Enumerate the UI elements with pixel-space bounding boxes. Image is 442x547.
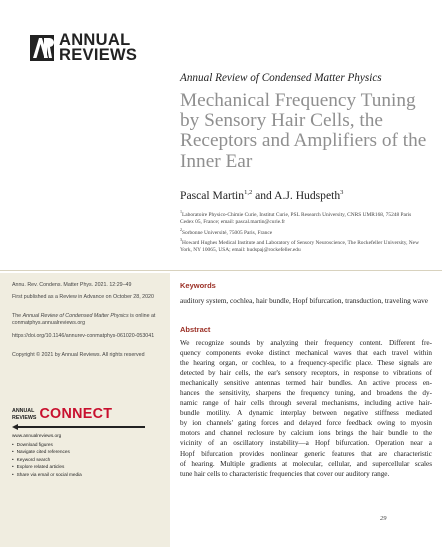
author-affiliation-mark: 1,2	[244, 189, 253, 197]
affiliation-mark: 1	[180, 209, 182, 214]
copyright: Copyright © 2021 by Annual Reviews. All rights reserved	[12, 352, 145, 358]
online-note-journal: Annual Review of Condensed Matter Physics	[22, 313, 129, 319]
authors	[180, 189, 343, 202]
abstract-line: the hearing organ, or cochlea, to a frequency-specific place. These signals are	[180, 359, 432, 368]
connect-feature-item: • Download figures	[12, 441, 152, 448]
keywords: auditory system, cochlea, hair bundle, Hopf bifurcation, transduction, traveling wave	[180, 296, 429, 305]
connect-feature-item: • Share via email or social media	[12, 471, 152, 478]
affiliation-text: Howard Hughes Medical Institute and Laboratory of Sensory Neuroscience, The Rockefeller University, New York, NY 10065, USA; email: hudspaj@rockefeller.edu	[180, 239, 419, 254]
abstract-line: detected by hair cells, the ear's sensory receptors, in response to vibrations of	[180, 369, 432, 378]
affiliation	[180, 236, 420, 255]
connect-arrow-bar	[17, 426, 145, 428]
affiliation-mark: 3	[180, 237, 182, 242]
abstract-line: We recognize sounds by analyzing their frequency content. Different fre-	[180, 339, 432, 347]
connect-features-list	[12, 441, 152, 478]
connect-arrow-icon	[12, 424, 152, 431]
connect-logo-word: CONNECT	[39, 406, 113, 422]
citation-reference: Annu. Rev. Condens. Matter Phys. 2021. 12:29–49	[12, 282, 132, 288]
abstract-line: hances the sensitivity, sharpens the frequency tuning, and broadens the dy-	[180, 389, 432, 398]
abstract-heading: Abstract	[180, 325, 211, 334]
journal-name: Annual Review of Condensed Matter Physics	[180, 72, 382, 84]
annual-reviews-logo[interactable]	[30, 33, 137, 63]
author-affiliation-mark: 3	[340, 189, 344, 197]
connect-logo	[12, 408, 152, 421]
logo-line-1: ANNUAL	[59, 31, 131, 49]
abstract-line: of hearing. Multiple gradients at molecular, cellular, and supercellular scales	[180, 459, 432, 468]
article-title: Mechanical Frequency Tuning by Sensory Hair Cells, the Receptors and Amplifiers of the Inner Ear	[180, 90, 427, 172]
affiliation	[180, 208, 420, 227]
connect-logo-small	[12, 408, 36, 421]
connect-logo-line-1: ANNUAL	[12, 408, 35, 415]
connect-url[interactable]: www.annualreviews.org	[12, 433, 62, 438]
section-divider	[0, 270, 442, 271]
abstract-line: vicinity of an oscillatory instability—a Hopf bifurcation. Operation near a	[180, 439, 432, 448]
logo-wordmark	[59, 33, 137, 63]
affiliation-mark: 2	[180, 227, 182, 232]
connect-feature-item: • Explore related articles	[12, 463, 152, 470]
abstract-line: bundle motility. A dynamic interplay between negative stiffness mediated	[180, 409, 432, 418]
author-separator: and	[252, 189, 275, 202]
online-note	[12, 313, 162, 328]
online-note-pre: The	[12, 313, 23, 319]
online-note-post: is online at conmatphys.annualreviews.org	[12, 313, 156, 327]
abstract-line: mechanically sensitive antennas termed hair bundles. An active process en-	[180, 379, 432, 388]
logo-line-2: REVIEWS	[59, 46, 138, 64]
abstract	[180, 338, 432, 479]
annual-reviews-logo-icon	[30, 35, 54, 61]
abstract-line: namic range of hair cells through several mechanisms, including active hair-	[180, 399, 432, 408]
author-name: Pascal Martin	[180, 189, 245, 202]
abstract-line: Hopf bifurcation provides nonlinear generic features that are characteristic	[180, 449, 432, 458]
connect-logo-line-2: REVIEWS	[12, 414, 37, 421]
annual-reviews-connect	[12, 408, 152, 478]
affiliation-text: Laboratoire Physico-Chimie Curie, Institut Curie, PSL Research University, CNRS UMR168, 75248 Paris Cedex 05, France; email: pascal.martin@curie.fr	[180, 211, 412, 226]
abstract-line: quency components evoke distinct mechanical waves that each travel within	[180, 349, 432, 358]
connect-feature-item: • Navigate cited references	[12, 448, 152, 455]
page-number: 29	[380, 515, 387, 522]
author-name: A.J. Hudspeth	[274, 189, 341, 202]
affiliation-text: Sorbonne Université, 75005 Paris, France	[182, 229, 273, 236]
connect-feature-item: • Keyword search	[12, 456, 152, 463]
abstract-line: motors and channel reclosure by calcium ions brings the hair bundle to the	[180, 429, 432, 438]
keywords-heading: Keywords	[180, 281, 216, 290]
abstract-line: tune hair cells to characteristic frequencies that cover our auditory range.	[180, 469, 390, 478]
doi-link[interactable]: https://doi.org/10.1146/annurev-conmatphys-061020-053041	[12, 333, 155, 339]
first-published: First published as a Review in Advance on October 28, 2020	[12, 294, 154, 300]
abstract-line: by ion channels' gating forces and delayed force feedback owing to myosin	[180, 419, 432, 428]
